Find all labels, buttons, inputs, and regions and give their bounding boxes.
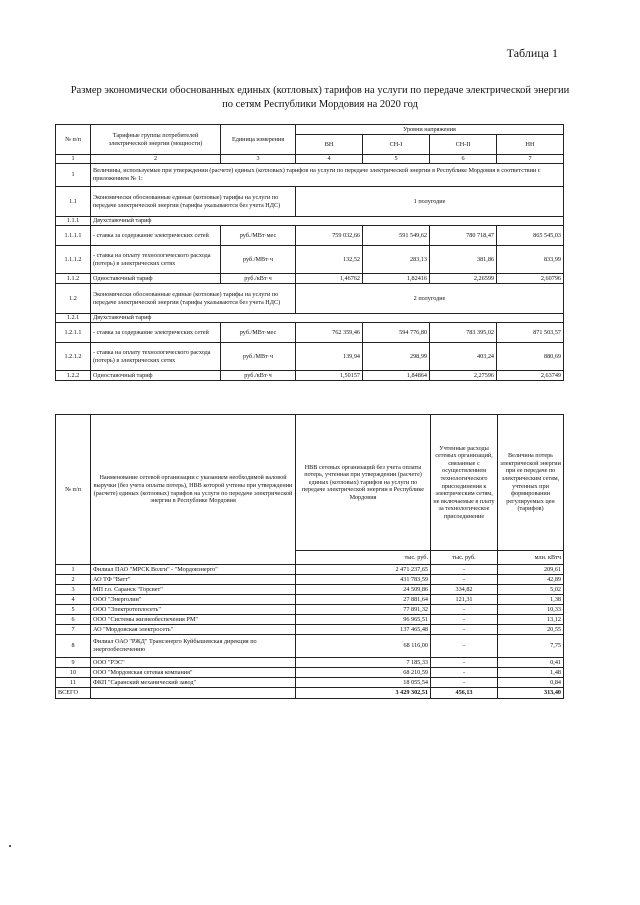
value-cell: 2,60796 xyxy=(497,274,564,284)
row-num: 1.1.1 xyxy=(56,217,91,226)
expenses-value: 334,82 xyxy=(431,585,498,595)
title-line-2: по сетям Республики Мордовия на 2020 год xyxy=(222,99,418,110)
header-nvv: НВВ сетевых организаций без учета оплаты потерь, учтенная при утверждении (расчете) единых (котловых) тарифов на услуги по передаче электрической энергии в Республике Мордовия xyxy=(296,415,431,551)
header-consumer-group: Тарифные группы потребителей электрической энергии (мощности) xyxy=(91,125,221,155)
period-label: 2 полугодие xyxy=(296,284,564,314)
row-num: 1.1 xyxy=(56,187,91,217)
organizations-body xyxy=(56,565,564,688)
value-cell: 1,84864 xyxy=(363,371,430,381)
table-row xyxy=(56,575,564,585)
value-cell: 865 545,03 xyxy=(497,226,564,246)
row-text: Одноставочный тариф xyxy=(91,371,221,381)
value-cell: 880,69 xyxy=(497,343,564,371)
header-losses: Величина потерь электрической энергии при ее передаче по электрическим сетям, учтенных при формировании регулируемых цен (тарифов) xyxy=(498,415,564,551)
row-num: 1 xyxy=(56,565,91,575)
row-num: 1.2.1.1 xyxy=(56,323,91,343)
row-num: 11 xyxy=(56,678,91,688)
expenses-value: - xyxy=(431,575,498,585)
value-cell: 2,27596 xyxy=(430,371,497,381)
losses-value: 13,12 xyxy=(498,615,564,625)
losses-value: 0,84 xyxy=(498,678,564,688)
row-num: 1.2.1.2 xyxy=(56,343,91,371)
organization-name: ООО "Электротеплосеть" xyxy=(91,605,296,615)
value-cell: 594 776,80 xyxy=(363,323,430,343)
value-cell: 591 549,62 xyxy=(363,226,430,246)
row-unit: руб./МВт·ч xyxy=(221,246,296,274)
document-title xyxy=(40,84,600,112)
table-row xyxy=(56,605,564,615)
row-text: Одноставочный тариф xyxy=(91,274,221,284)
expenses-value: - xyxy=(431,658,498,668)
table-row xyxy=(56,595,564,605)
nvv-value: 24 509,86 xyxy=(296,585,431,595)
column-number: 3 xyxy=(221,155,296,164)
losses-value: 42,89 xyxy=(498,575,564,585)
losses-value: 7,75 xyxy=(498,635,564,658)
row-unit: руб./кВт·ч xyxy=(221,274,296,284)
table-row xyxy=(56,615,564,625)
organization-name: ФКП "Саранский механический завод" xyxy=(91,678,296,688)
row-num: 2 xyxy=(56,575,91,585)
row-text: Величины, используемые при утверждении (расчете) единых (котловых) тарифов на услуги по передаче электрической энергии в Республике Мордовия в соответствии с приложением № 1: xyxy=(91,164,564,187)
nvv-value: 137 465,48 xyxy=(296,625,431,635)
row-num: 8 xyxy=(56,635,91,658)
column-number: 1 xyxy=(56,155,91,164)
row-unit: руб./МВт·ч xyxy=(221,343,296,371)
column-number: 2 xyxy=(91,155,221,164)
value-cell: 871 503,57 xyxy=(497,323,564,343)
header-vn: ВН xyxy=(296,135,363,155)
losses-value: 5,02 xyxy=(498,585,564,595)
row-text: - ставка за содержание электрических сетей xyxy=(91,323,221,343)
row-num: 1.1.2 xyxy=(56,274,91,284)
value-cell: 1,50157 xyxy=(296,371,363,381)
header-sn1: СН-I xyxy=(363,135,430,155)
table-row xyxy=(56,565,564,575)
header-voltage-levels: Уровни напряжения xyxy=(296,125,564,135)
row-text: Двухставочный тариф xyxy=(91,314,564,323)
expenses-value: - xyxy=(431,678,498,688)
row-text: - ставка на оплату технологического расхода (потерь) в электрических сетях xyxy=(91,343,221,371)
row-text: Двухставочный тариф xyxy=(91,217,564,226)
organization-name: ООО "Системы жизнеобеспечения РМ" xyxy=(91,615,296,625)
total-nvv: 3 429 302,51 xyxy=(296,688,431,699)
losses-value: 10,33 xyxy=(498,605,564,615)
total-losses: 313,40 xyxy=(498,688,564,699)
tariff-table xyxy=(55,124,564,381)
header-sn2: СН-II xyxy=(430,135,497,155)
value-cell: 2,26599 xyxy=(430,274,497,284)
expenses-value: - xyxy=(431,565,498,575)
row-unit: руб./кВт·ч xyxy=(221,371,296,381)
expenses-value: - xyxy=(431,625,498,635)
row-text: - ставка за содержание электрических сетей xyxy=(91,226,221,246)
table-row xyxy=(56,625,564,635)
table-row xyxy=(56,678,564,688)
expenses-value: - xyxy=(431,615,498,625)
organization-name: Филиал ОАО "РЖД" Трансэнерго Куйбышевская дирекция по энергообеспечению xyxy=(91,635,296,658)
nvv-value: 96 965,51 xyxy=(296,615,431,625)
nvv-value: 431 783,59 xyxy=(296,575,431,585)
expenses-value: - xyxy=(431,668,498,678)
total-label: ВСЕГО xyxy=(56,688,91,699)
period-label: 1 полугодие xyxy=(296,187,564,217)
header-num: № п/п xyxy=(56,125,91,155)
nvv-value: 7 185,33 xyxy=(296,658,431,668)
expenses-value: 121,31 xyxy=(431,595,498,605)
table-row xyxy=(56,658,564,668)
nvv-value: 68 116,00 xyxy=(296,635,431,658)
expenses-value: - xyxy=(431,605,498,615)
row-num: 7 xyxy=(56,625,91,635)
row-text: Экономически обоснованные единые (котловые) тарифы на услуги по передаче электрической энергии (тарифы указываются без учета НДС) xyxy=(91,187,296,217)
value-cell: 783 395,02 xyxy=(430,323,497,343)
total-empty xyxy=(91,688,296,699)
scan-speck xyxy=(9,845,11,847)
nvv-value: 18 055,54 xyxy=(296,678,431,688)
nvv-value: 68 210,59 xyxy=(296,668,431,678)
losses-value: 1,38 xyxy=(498,595,564,605)
row-num: 1.2.2 xyxy=(56,371,91,381)
value-cell: 1,82416 xyxy=(363,274,430,284)
organization-name: ООО "РЭС" xyxy=(91,658,296,668)
value-cell: 833,99 xyxy=(497,246,564,274)
row-text: - ставка на оплату технологического расхода (потерь) в электрических сетях xyxy=(91,246,221,274)
organization-name: ООО "Мордовская сетевая компания" xyxy=(91,668,296,678)
value-cell: 780 718,47 xyxy=(430,226,497,246)
column-number: 6 xyxy=(430,155,497,164)
value-cell: 762 359,46 xyxy=(296,323,363,343)
value-cell: 283,13 xyxy=(363,246,430,274)
row-unit: руб./МВт·мес xyxy=(221,226,296,246)
value-cell: 403,24 xyxy=(430,343,497,371)
row-num: 3 xyxy=(56,585,91,595)
row-num: 9 xyxy=(56,658,91,668)
nvv-value: 27 881,64 xyxy=(296,595,431,605)
value-cell: 381,86 xyxy=(430,246,497,274)
table-row xyxy=(56,635,564,658)
table-row xyxy=(56,585,564,595)
organization-name: АО "Мордовская электросеть" xyxy=(91,625,296,635)
losses-value: 0,41 xyxy=(498,658,564,668)
unit-expenses: тыс. руб. xyxy=(431,551,498,565)
row-num: 1.1.1.2 xyxy=(56,246,91,274)
organization-name: ООО "Энерголин" xyxy=(91,595,296,605)
table-row xyxy=(56,668,564,678)
expenses-value: - xyxy=(431,635,498,658)
value-cell: 298,99 xyxy=(363,343,430,371)
organizations-table xyxy=(55,414,564,699)
value-cell: 132,52 xyxy=(296,246,363,274)
organization-name: АО ТФ "Ватт" xyxy=(91,575,296,585)
row-num: 6 xyxy=(56,615,91,625)
row-num: 1.2 xyxy=(56,284,91,314)
value-cell: 1,46762 xyxy=(296,274,363,284)
row-num: 1.2.1 xyxy=(56,314,91,323)
row-num: 1 xyxy=(56,164,91,187)
header-unit: Единица измерения xyxy=(221,125,296,155)
row-num: 1.1.1.1 xyxy=(56,226,91,246)
row-num: 4 xyxy=(56,595,91,605)
unit-losses: млн. кВтч xyxy=(498,551,564,565)
losses-value: 1,48 xyxy=(498,668,564,678)
header-organization: Наименование сетевой организации с указанием необходимой валовой выручки (без учета оплаты потерь), НВВ которой учтены при утверждении (расчете) единых (котловых) тарифов на услуги по передаче электрической энергии в Республике Мордовия xyxy=(91,415,296,565)
column-number: 4 xyxy=(296,155,363,164)
losses-value: 209,61 xyxy=(498,565,564,575)
losses-value: 20,55 xyxy=(498,625,564,635)
nvv-value: 2 471 237,65 xyxy=(296,565,431,575)
organization-name: Филиал ПАО "МРСК Волги" - "Мордовэнерго" xyxy=(91,565,296,575)
unit-nvv: тыс. руб. xyxy=(296,551,431,565)
column-number: 7 xyxy=(497,155,564,164)
nvv-value: 77 891,32 xyxy=(296,605,431,615)
table-number: Таблица 1 xyxy=(506,46,558,60)
column-number: 5 xyxy=(363,155,430,164)
row-num: 5 xyxy=(56,605,91,615)
title-line-1: Размер экономически обоснованных единых (котловых) тарифов на услуги по передаче электрической энергии xyxy=(70,85,570,96)
header-connection-expenses: Учтенные расходы сетевых организаций, связанные с осуществлением технологического присоединения к электрическим сетям, не включаемые в плату за технологическое присоединение xyxy=(431,415,498,551)
value-cell: 2,63749 xyxy=(497,371,564,381)
row-text: Экономически обоснованные единые (котловые) тарифы на услуги по передаче электрической энергии (тарифы указываются без учета НДС) xyxy=(91,284,296,314)
header-nn: НН xyxy=(497,135,564,155)
row-unit: руб./МВт·мес xyxy=(221,323,296,343)
value-cell: 759 032,66 xyxy=(296,226,363,246)
row-num: 10 xyxy=(56,668,91,678)
header-num: № п/п xyxy=(56,415,91,565)
value-cell: 139,94 xyxy=(296,343,363,371)
total-expenses: 456,13 xyxy=(431,688,498,699)
organization-name: МП г.о. Саранск "Горсвет" xyxy=(91,585,296,595)
